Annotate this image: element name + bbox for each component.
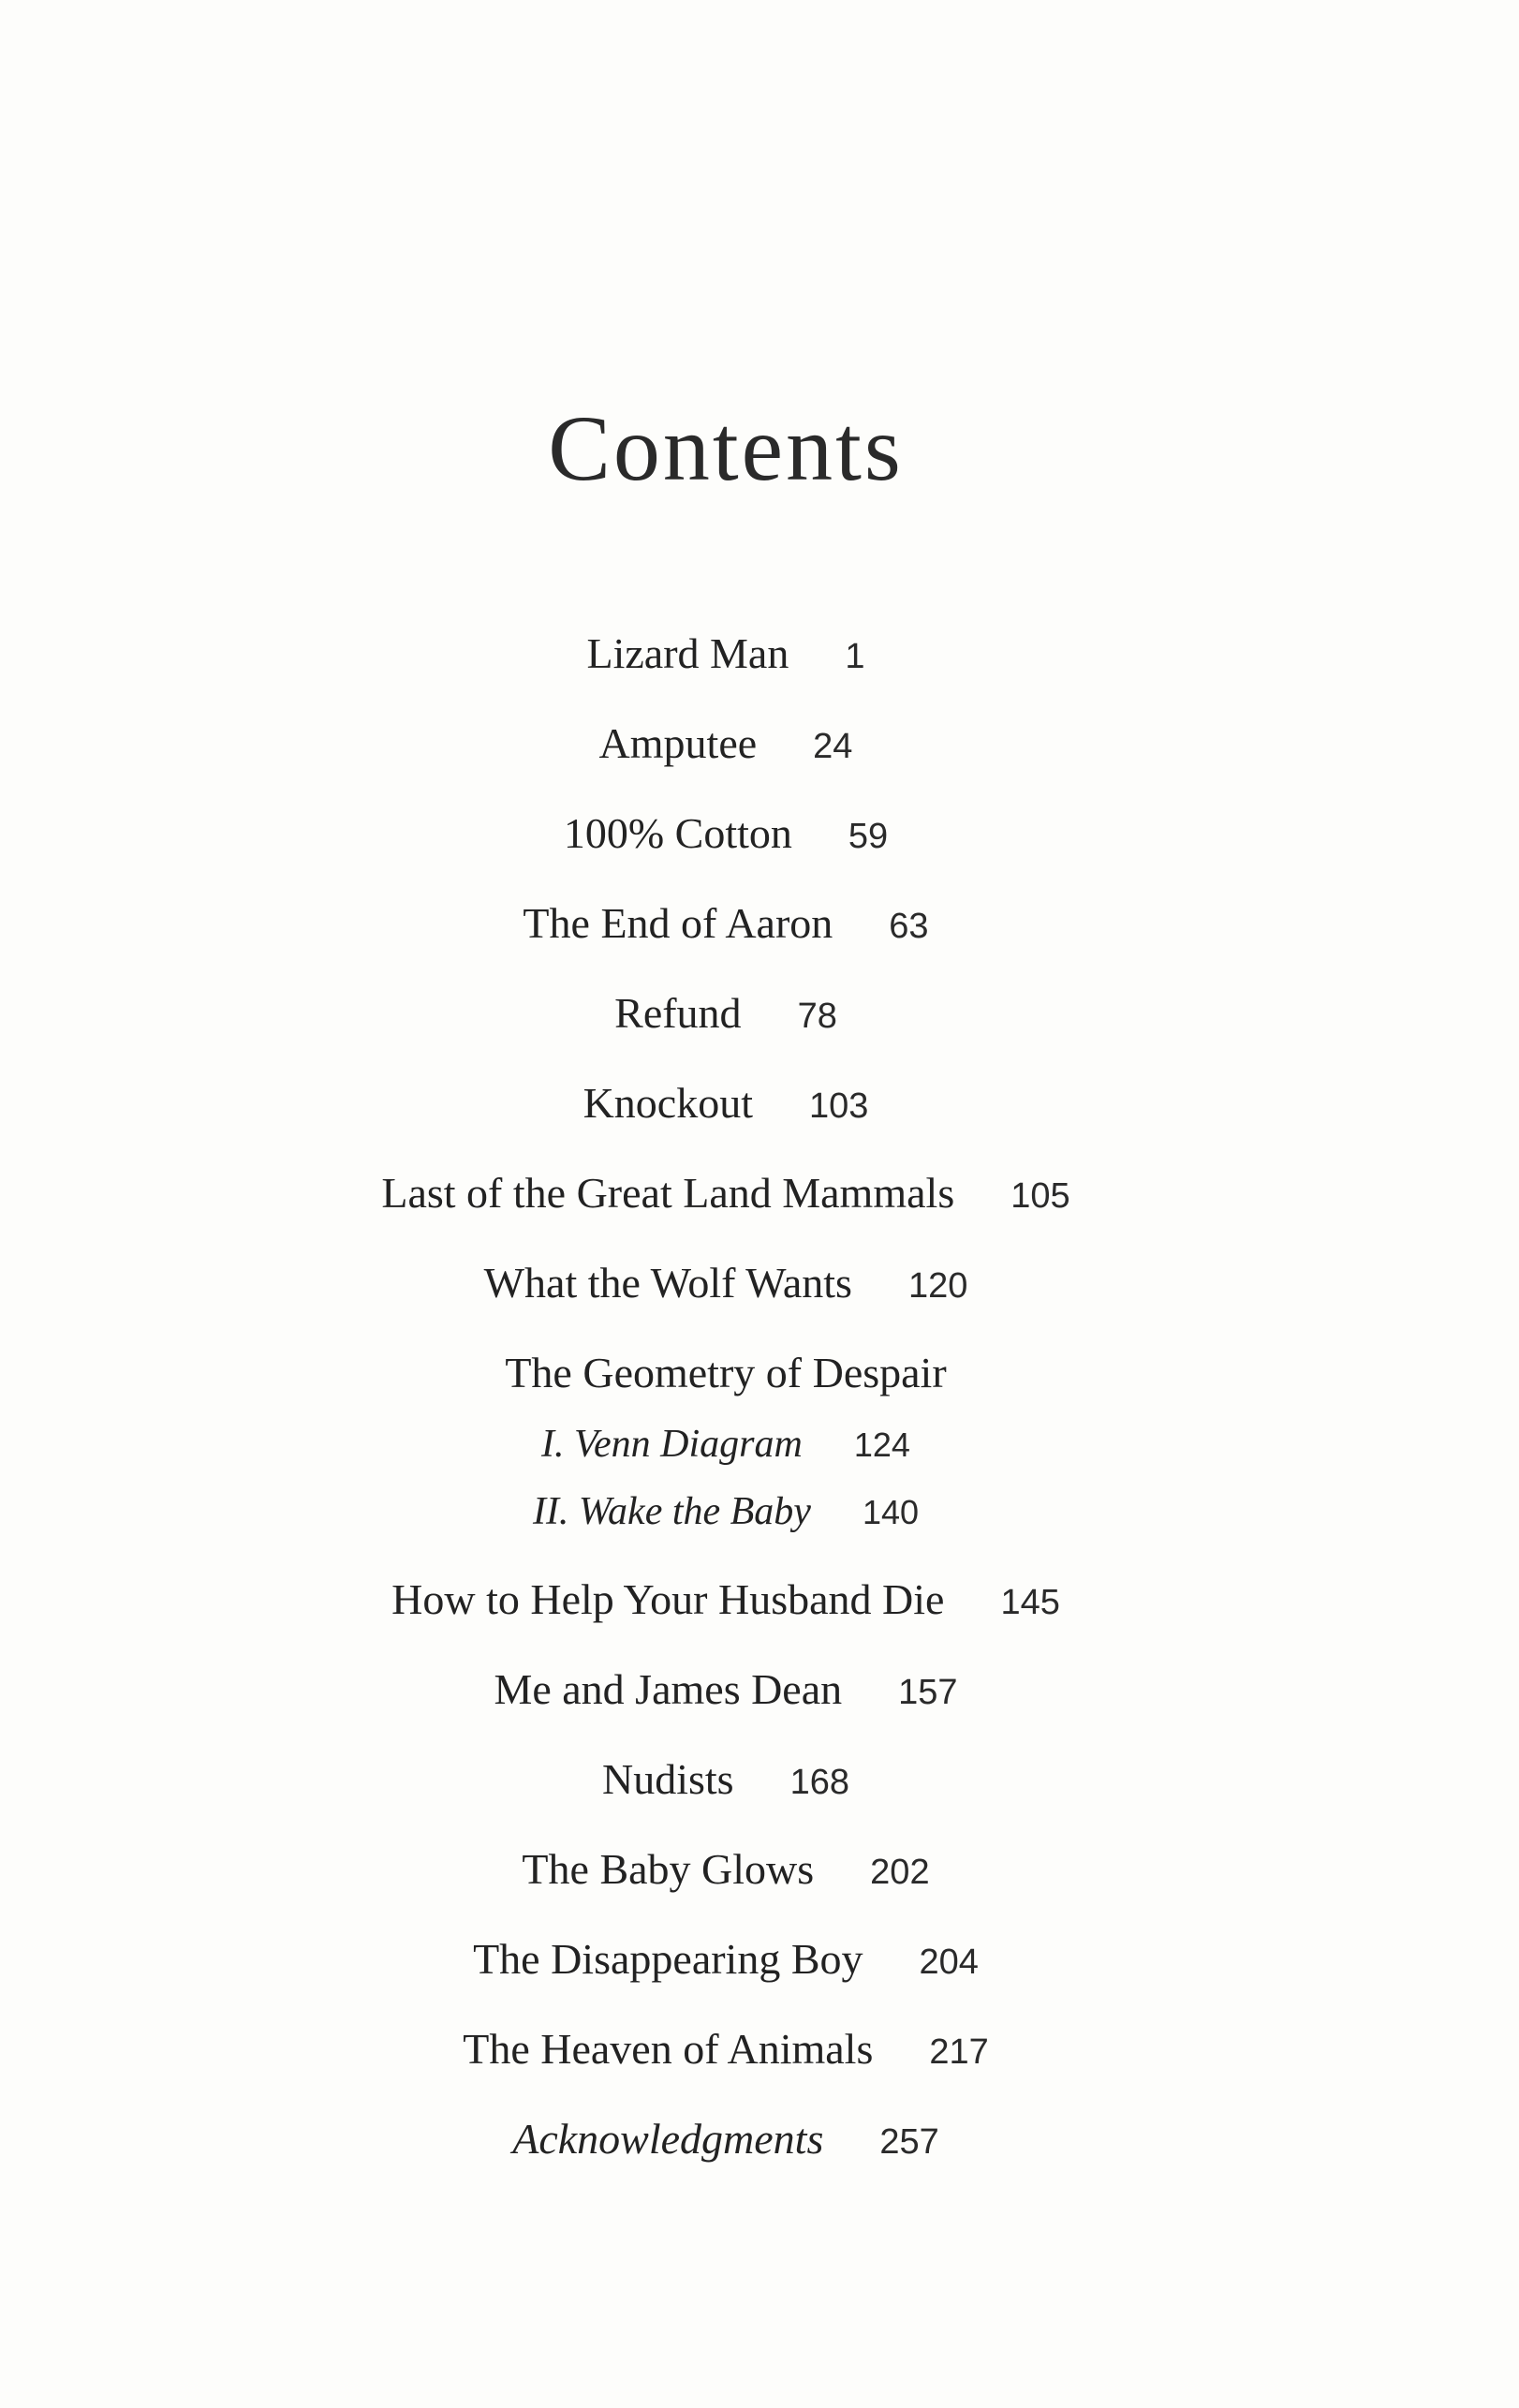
toc-subentry (0, 1492, 1452, 1531)
toc-entry (0, 809, 1452, 857)
toc-entry (0, 989, 1452, 1037)
entry-title: Me and James Dean (494, 1665, 843, 1713)
entry-page-number: 140 (862, 1493, 920, 1531)
entry-title: Nudists (602, 1755, 734, 1803)
entry-title: How to Help Your Husband Die (391, 1575, 945, 1623)
entry-page-number: 217 (929, 2032, 989, 2072)
toc-entry (0, 1665, 1452, 1713)
page-title: Contents (548, 396, 904, 500)
toc-entry-heading (0, 1349, 1452, 1396)
entry-title: Refund (614, 989, 742, 1037)
entry-title: Last of the Great Land Mammals (381, 1169, 955, 1217)
toc-entry (0, 1259, 1452, 1307)
toc-entry (0, 899, 1452, 947)
entry-title: Lizard Man (586, 629, 789, 677)
toc-entry (0, 1755, 1452, 1803)
entry-title: The Disappearing Boy (473, 1935, 863, 1983)
entry-page-number: 103 (809, 1086, 869, 1126)
toc-entry (0, 719, 1452, 767)
toc-entry (0, 1575, 1452, 1623)
toc-entry (0, 1079, 1452, 1127)
toc-entry (0, 1935, 1452, 1983)
toc-subentry (0, 1425, 1452, 1464)
entry-title: What the Wolf Wants (483, 1259, 852, 1307)
entry-title: The Geometry of Despair (505, 1349, 947, 1396)
entry-title: The Heaven of Animals (463, 2025, 874, 2073)
entry-page-number: 157 (898, 1673, 958, 1712)
entry-title: Knockout (583, 1079, 753, 1127)
entry-page-number: 105 (1010, 1176, 1070, 1216)
toc-entry (0, 2025, 1452, 2073)
entry-page-number: 59 (848, 817, 889, 856)
entry-page-number: 204 (919, 1943, 979, 1982)
entry-page-number: 63 (889, 907, 929, 946)
entry-page-number: 257 (879, 2122, 939, 2162)
entry-page-number: 24 (813, 727, 853, 766)
entry-title: Acknowledgments (512, 2115, 824, 2163)
entry-page-number: 145 (1000, 1583, 1060, 1622)
subentry-title: II. Wake the Baby (532, 1490, 811, 1533)
toc-entry (0, 1845, 1452, 1893)
entry-page-number: 78 (797, 997, 837, 1036)
entry-title: The Baby Glows (522, 1845, 815, 1893)
entry-page-number: 202 (870, 1853, 930, 1892)
entry-page-number: 168 (789, 1763, 849, 1802)
toc-entry (0, 2115, 1452, 2163)
entry-title: The End of Aaron (523, 899, 833, 947)
entry-title: Amputee (598, 719, 758, 767)
subentry-title: I. Venn Diagram (541, 1423, 803, 1466)
toc-entry (0, 629, 1452, 677)
entry-title: 100% Cotton (563, 809, 792, 857)
toc-entry (0, 1169, 1452, 1217)
entry-page-number: 1 (845, 637, 865, 676)
entry-page-number: 120 (907, 1266, 968, 1306)
entry-page-number: 124 (853, 1426, 910, 1464)
